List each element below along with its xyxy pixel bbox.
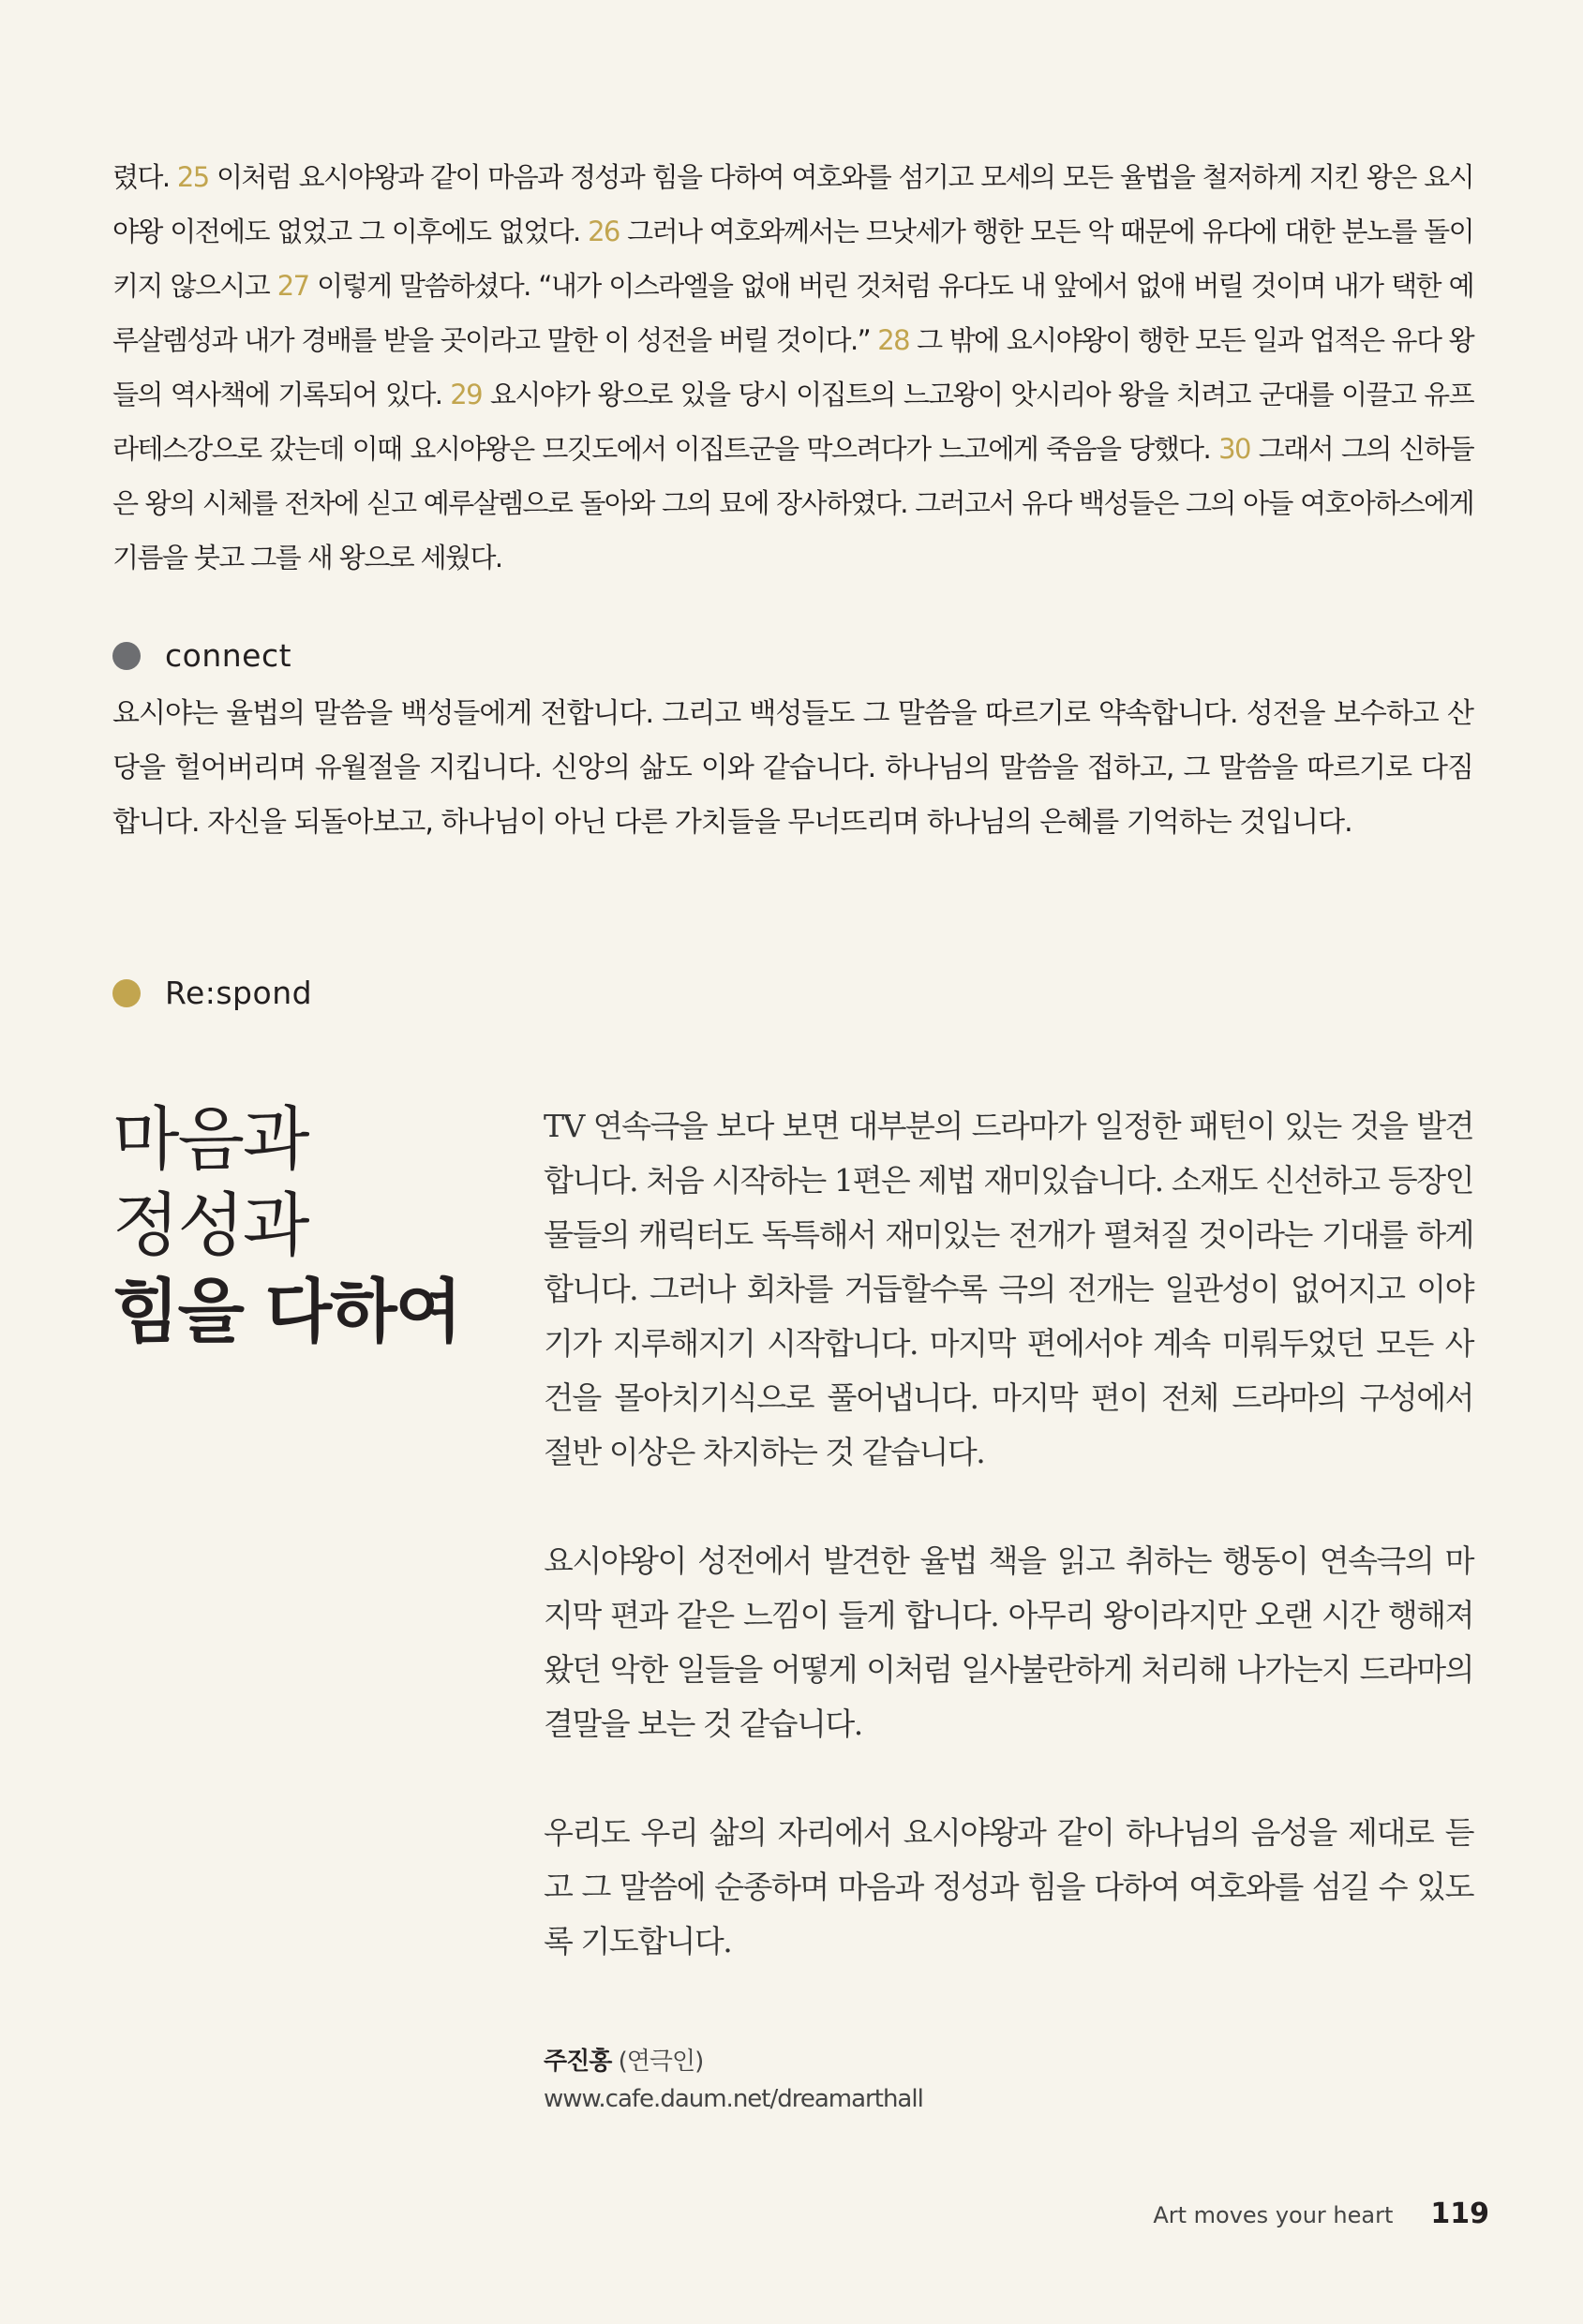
verse-text: 이처럼 요시야왕과 같이 마음과 정성과 힘을 다하여 여호와를 섬기고 모세의 모든 율법을 철저하게 지킨 왕은 요시야왕 이전에도 없었고 그 이후에도 없었다. bbox=[112, 161, 1473, 247]
scripture-passage bbox=[112, 150, 1473, 585]
footer-tagline: Art moves your heart bbox=[1153, 2202, 1394, 2228]
verse-number: 29 bbox=[450, 379, 482, 410]
page-footer bbox=[1153, 2197, 1489, 2230]
respond-bullet-icon bbox=[112, 979, 141, 1007]
verse-text: 그러나 여호와께서는 므낫세가 행한 모든 악 때문에 유다에 대한 분노를 돌이키지 않으시고 bbox=[112, 216, 1473, 302]
respond-paragraph: 우리도 우리 삶의 자리에서 요시야왕과 같이 하나님의 음성을 제대로 듣고 그 말씀에 순종하며 마음과 정성과 힘을 다하여 여호와를 섬길 수 있도록 기도합니다. bbox=[544, 1814, 1473, 1959]
author-url[interactable]: www.cafe.daum.net/dreamarthall bbox=[544, 2085, 923, 2113]
title-line-1: 마음과 bbox=[112, 1099, 308, 1180]
title-line-3: 힘을 다하여 bbox=[112, 1272, 461, 1352]
verse-number: 25 bbox=[176, 161, 209, 193]
verse-number: 26 bbox=[588, 216, 620, 247]
author-role: (연극인) bbox=[611, 2048, 704, 2076]
connect-bullet-icon bbox=[112, 642, 141, 670]
respond-heading bbox=[112, 975, 312, 1011]
respond-title bbox=[112, 1096, 506, 1355]
author-credit bbox=[544, 2043, 923, 2118]
connect-label: connect bbox=[165, 637, 292, 674]
connect-text: 요시야는 율법의 말씀을 백성들에게 전합니다. 그리고 백성들도 그 말씀을 따르기로 약속합니다. 성전을 보수하고 산당을 헐어버리며 유월절을 지킵니다. 신앙의 삶도 이와 같습니다. 하나님의 말씀을 접하고, 그 말씀을 따르기로 다짐합니다. 자신을 되돌아보고, 하나님이 아닌 다른 가치들을 무너뜨리며 하나님의 은혜를 기억하는 것입니다. bbox=[112, 697, 1473, 839]
verse-text: 요시야가 왕으로 있을 당시 이집트의 느고왕이 앗시리아 왕을 치려고 군대를 이끌고 유프라테스강으로 갔는데 이때 요시야왕은 므깃도에서 이집트군을 막으려다가 느고에게 죽음을 당했다. bbox=[112, 379, 1474, 465]
respond-label: Re:spond bbox=[165, 975, 313, 1011]
verse-number: 27 bbox=[276, 270, 309, 302]
respond-body bbox=[544, 1099, 1473, 2023]
title-line-2: 정성과 bbox=[112, 1185, 308, 1266]
verse-number: 28 bbox=[877, 324, 909, 356]
author-name: 주진홍 bbox=[544, 2048, 612, 2076]
verse-text: 렸다. bbox=[112, 161, 177, 193]
respond-paragraph: 요시야왕이 성전에서 발견한 율법 책을 읽고 취하는 행동이 연속극의 마지막 편과 같은 느낌이 들게 합니다. 아무리 왕이라지만 오랜 시간 행해져 왔던 악한 일들을 어떻게 이처럼 일사불란하게 처리해 나가는지 드라마의 결말을 보는 것 같습니다. bbox=[544, 1542, 1473, 1742]
page-number: 119 bbox=[1430, 2197, 1489, 2230]
respond-paragraph: TV 연속극을 보다 보면 대부분의 드라마가 일정한 패턴이 있는 것을 발견합니다. 처음 시작하는 1편은 제법 재미있습니다. 소재도 신선하고 등장인물들의 캐릭터도 독특해서 재미있는 전개가 펼쳐질 것이라는 기대를 하게 합니다. 그러나 회차를 거듭할수록 극의 전개는 일관성이 없어지고 이야기가 지루해지기 시작합니다. 마지막 편에서야 계속 미뤄두었던 모든 사건을 몰아치기식으로 풀어냅니다. 마지막 편이 전체 드라마의 구성에서 절반 이상은 차지하는 것 같습니다. bbox=[544, 1108, 1473, 1470]
verse-text: 이렇게 말씀하셨다. “내가 이스라엘을 없애 버린 것처럼 유다도 내 앞에서 없애 버릴 것이며 내가 택한 예루살렘성과 내가 경배를 받을 곳이라고 말한 이 성전을 버릴 것이다.” bbox=[112, 270, 1473, 356]
verse-text: 그래서 그의 신하들은 왕의 시체를 전차에 싣고 예루살렘으로 돌아와 그의 묘에 장사하였다. 그러고서 유다 백성들은 그의 아들 여호아하스에게 기름을 붓고 그를 새 왕으로 세웠다. bbox=[112, 433, 1473, 574]
verse-number: 30 bbox=[1218, 433, 1250, 465]
verse-text: 그 밖에 요시야왕이 행한 모든 일과 업적은 유다 왕들의 역사책에 기록되어 있다. bbox=[112, 324, 1473, 410]
connect-heading bbox=[112, 637, 291, 674]
